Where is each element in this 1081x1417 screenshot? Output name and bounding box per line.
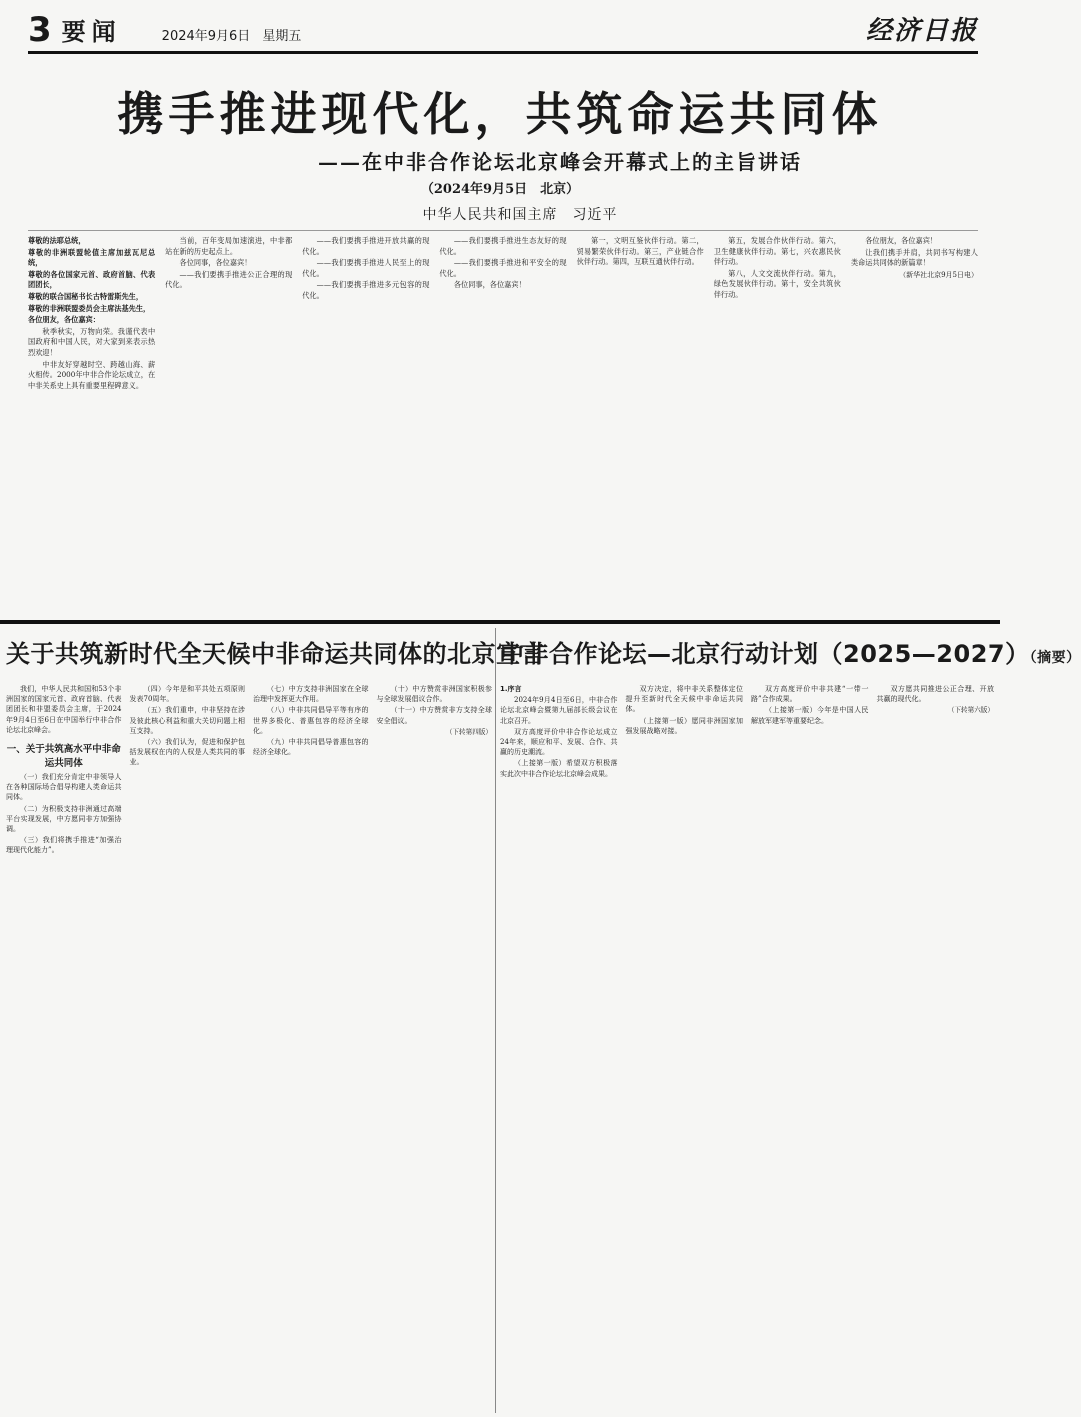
salutation: 尊敬的非洲联盟委员会主席法基先生， [28,303,151,313]
article-block: （上接第一版）愿同非洲国家加强发展战略对接。 [625,716,743,735]
sub-headline: ——在中非合作论坛北京峰会开幕式上的主旨讲话 [318,150,802,174]
article-paragraph: 双方高度评价中非合作论坛成立24年来，顺应和平、发展、合作、共赢的历史潮流。 [500,727,618,757]
speech-paragraph: 第一，文明互鉴伙伴行动。第二，贸易繁荣伙伴行动。第三，产业链合作伙伴行动。第四，互联互通伙伴行动。 [576,236,704,267]
action-plan-article [500,632,1081,1412]
article-paragraph: （三）我们将携手推进“加强治理现代化能力”。 [6,836,122,855]
speech-paragraph: ——我们要携手推进公正合理的现代化。 [165,269,293,290]
article-title-suffix: （摘要） [1029,650,1081,666]
salutation: 尊敬的各位国家元首、政府首脑、代表团团长， [28,269,156,290]
speech-paragraph: ——我们要携手推进多元包容的现代化。 [302,280,430,300]
article-paragraph: 2024年9月4日至6日，中非合作论坛北京峰会暨第九届部长级会议在北京召开。 [500,696,618,725]
speech-body [28,236,978,614]
article-column [626,684,744,1414]
masthead [28,10,978,54]
salutation: 尊敬的联合国秘书长古特雷斯先生， [28,291,144,301]
dateline: （2024年9月5日 北京） [420,182,580,197]
speech-signoff: （新华社北京9月5日电） [899,270,978,279]
speech-paragraph: 让我们携手并肩，共同书写构建人类命运共同体的新篇章！ [850,247,978,268]
article-title [500,632,1081,676]
article-block: （上接第一版）希望双方积极落实此次中非合作论坛北京峰会成果。 [500,759,618,778]
speech-paragraph: 当前，百年变局加速演进，中非都站在新的历史起点上。 [165,236,293,256]
article-body [6,684,492,1414]
main-headline: 携手推进现代化，共筑命运共同体 [117,87,883,141]
article-section-head: 1.序言 [500,685,522,693]
headline-rule [28,230,978,231]
speech-paragraph: 各位同事，各位嘉宾！ [179,258,252,268]
salutation: 尊敬的法耶总统， [28,236,86,245]
section-name: 要闻 [61,18,122,46]
speech-paragraph: 各位朋友，各位嘉宾！ [865,236,938,245]
article-paragraph: （二）为积极支持非洲通过高端平台实现发展，中方愿同非方加强协调。 [6,804,122,834]
speech-paragraph: 秋季秋实，万物向荣。我谨代表中国政府和中国人民，对大家到来表示热烈欢迎！ [28,326,156,357]
speech-column [165,236,292,614]
article-column [253,684,369,1414]
salutation: 各位朋友，各位嘉宾： [28,315,100,325]
article-paragraph: 双方愿共同推进公正合理、开放共赢的现代化。 [876,685,994,704]
article-paragraph: 双方高度评价中非共建“一带一路”合作成果。 [751,685,869,704]
speech-paragraph: 第五，发展合作伙伴行动。第六，卫生健康伙伴行动。第七，兴农惠民伙伴行动。 [713,236,841,267]
article-paragraph: （五）我们重申，中非坚持在涉及彼此核心利益和重大关切问题上相互支持。 [129,706,245,735]
article-column [877,684,995,1414]
issue-date: 2024年9月6日 [161,29,251,44]
speech-paragraph: ——我们要携手推进和平安全的现代化。 [439,258,567,278]
article-paragraph: （四）今年是和平共处五项原则发表70周年。 [129,685,245,704]
speech-paragraph: ——我们要携手推进人民至上的现代化。 [302,258,430,278]
speech-column [577,236,704,614]
article-column [377,684,493,1414]
article-block: （上接第一版）今年是中国人民解放军建军等重要纪念。 [751,706,869,725]
speech-column [28,236,155,614]
article-subhead: 一、关于共筑高水平中非命运共同体 [6,744,121,770]
article-title-text: 中非合作论坛—北京行动计划（2025—2027） [500,640,1030,668]
article-title: 关于共筑新时代全天候中非命运共同体的北京宣言 [6,640,545,668]
article-paragraph: 双方决定，将中非关系整体定位提升至新时代全天候中非命运共同体。 [625,685,743,714]
article-column [130,684,246,1414]
byline: 中华人民共和国主席 习近平 [422,207,618,223]
speech-column [851,236,978,614]
speech-paragraph: 各位同事，各位嘉宾！ [453,280,526,290]
article-paragraph: （十）中方赞赏非洲国家积极参与全球发展倡议合作。 [376,685,492,704]
column-divider [495,628,496,1413]
speech-column [439,236,566,614]
article-paragraph: （八）中非共同倡导平等有序的世界多极化、普惠包容的经济全球化。 [253,706,369,735]
speech-paragraph: ——我们要携手推进开放共赢的现代化。 [302,236,430,256]
article-paragraph: （一）我们充分肯定中非领导人在各种国际场合倡导构建人类命运共同体。 [6,773,122,802]
speech-column [714,236,841,614]
issue-weekday: 星期五 [262,29,302,44]
speech-column [302,236,429,614]
article-body [500,684,994,1414]
speech-paragraph: 第八，人文交流伙伴行动。第九，绿色发展伙伴行动。第十，安全共筑伙伴行动。 [713,268,841,299]
article-paragraph: （七）中方支持非洲国家在全球治理中发挥更大作用。 [253,685,369,704]
article-paragraph: （十一）中方赞赏非方支持全球安全倡议。 [376,706,492,725]
newspaper-logo: 经济日报 [865,16,978,46]
article-paragraph: （六）我们认为，促进和保护包括发展权在内的人权是人类共同的事业。 [129,738,245,767]
speech-paragraph: 中非友好穿越时空、跨越山海、薪火相传。2000年中非合作论坛成立，在中非关系史上具有重要里程碑意义。 [28,359,156,390]
article-column [6,684,122,1414]
continued-note: （下转第六版） [947,706,994,715]
article-intro: 我们，中华人民共和国和53个非洲国家的国家元首、政府首脑、代表团团长和非盟委员会主席，于2024年9月4日至6日在中国举行中非合作论坛北京峰会。 [6,685,122,734]
section-divider [0,620,1000,624]
page-number: 3 [28,10,52,50]
continued-note: （下转第四版） [445,727,492,736]
article-column [751,684,869,1414]
salutation: 尊敬的非洲联盟轮值主席加兹瓦尼总统， [28,247,156,268]
article-column [500,684,618,1414]
article-paragraph: （九）中非共同倡导普惠包容的经济全球化。 [253,738,369,757]
speech-paragraph: ——我们要携手推进生态友好的现代化。 [439,236,567,256]
